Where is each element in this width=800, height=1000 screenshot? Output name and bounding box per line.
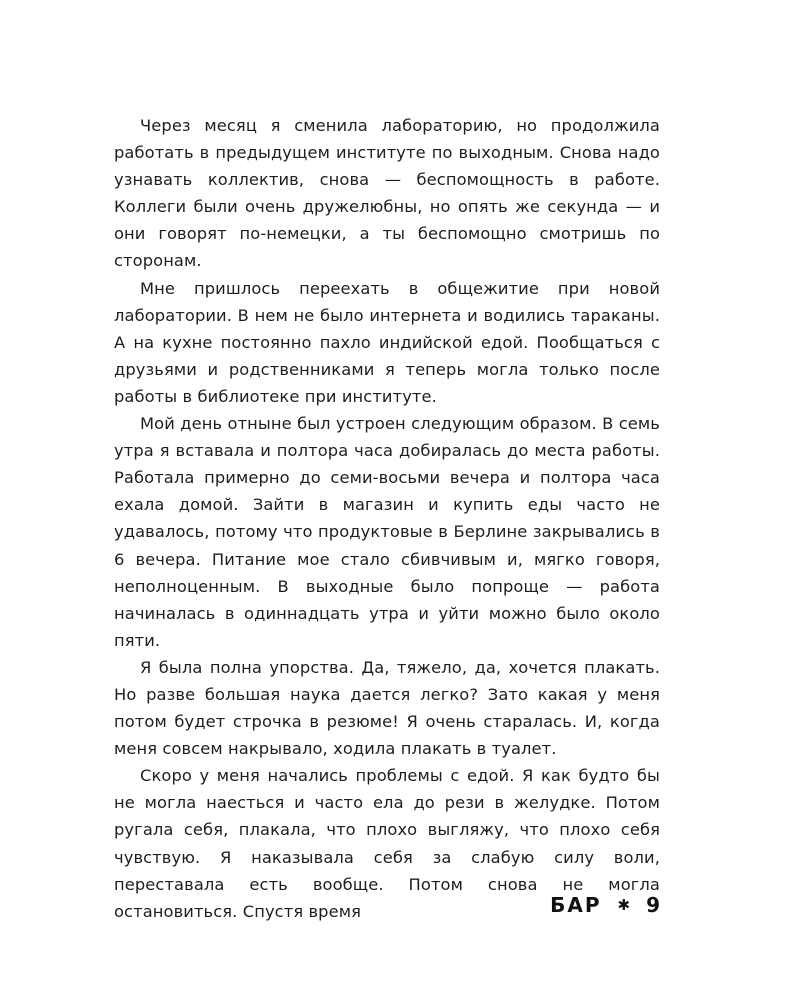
paragraph-5: Скоро у меня начались проблемы с едой. Я как будто бы не могла наесться и часто ела до рези в желудке. Потом ругала себя, плакала, что плохо выгляжу, что плохо себя чувствую. Я наказывала себя за слабую силу воли, переставала есть вообще. Потом снова не могла остановиться. Спустя время [114, 766, 660, 921]
page-body [114, 112, 660, 925]
asterisk-separator-icon: ✱ [617, 895, 631, 914]
running-title: БАР [550, 893, 602, 917]
paragraph-2: Мне пришлось переехать в общежитие при новой лаборатории. В нем не было интернета и водились тараканы. А на кухне постоянно пахло индийской едой. Пообщаться с друзьями и родственниками я теперь могла только после работы в библиотеке при институте. [114, 278, 660, 406]
paragraph-4: Я была полна упорства. Да, тяжело, да, хочется плакать. Но разве большая наука дается легко? Зато какая у меня потом будет строчка в резюме! Я очень старалась. И, когда меня совсем накрывало, ходила плакать в туалет. [114, 657, 660, 759]
paragraph-1: Через месяц я сменила лабораторию, но продолжила работать в предыдущем институте по выходным. Снова надо узнавать коллектив, снова — беспомощность в работе. Коллеги были очень дружелюбны, но опять же секунда — и они говорят по-немецки, а ты беспомощно смотришь по сторонам. [114, 116, 660, 271]
running-footer [550, 893, 660, 917]
page-number: 9 [646, 893, 660, 917]
paragraph-3: Мой день отныне был устроен следующим образом. В семь утра я вставала и полтора часа добиралась до места работы. Работала примерно до семи-восьми вечера и полтора часа ехала домой. Зайти в магазин и купить еды часто не удавалось, потому что продуктовые в Берлине закрывались в 6 вечера. Питание мое стало сбивчивым и, мягко говоря, неполноценным. В выходные было попроще — работа начиналась в одиннадцать утра и уйти можно было около пяти. [114, 414, 660, 650]
